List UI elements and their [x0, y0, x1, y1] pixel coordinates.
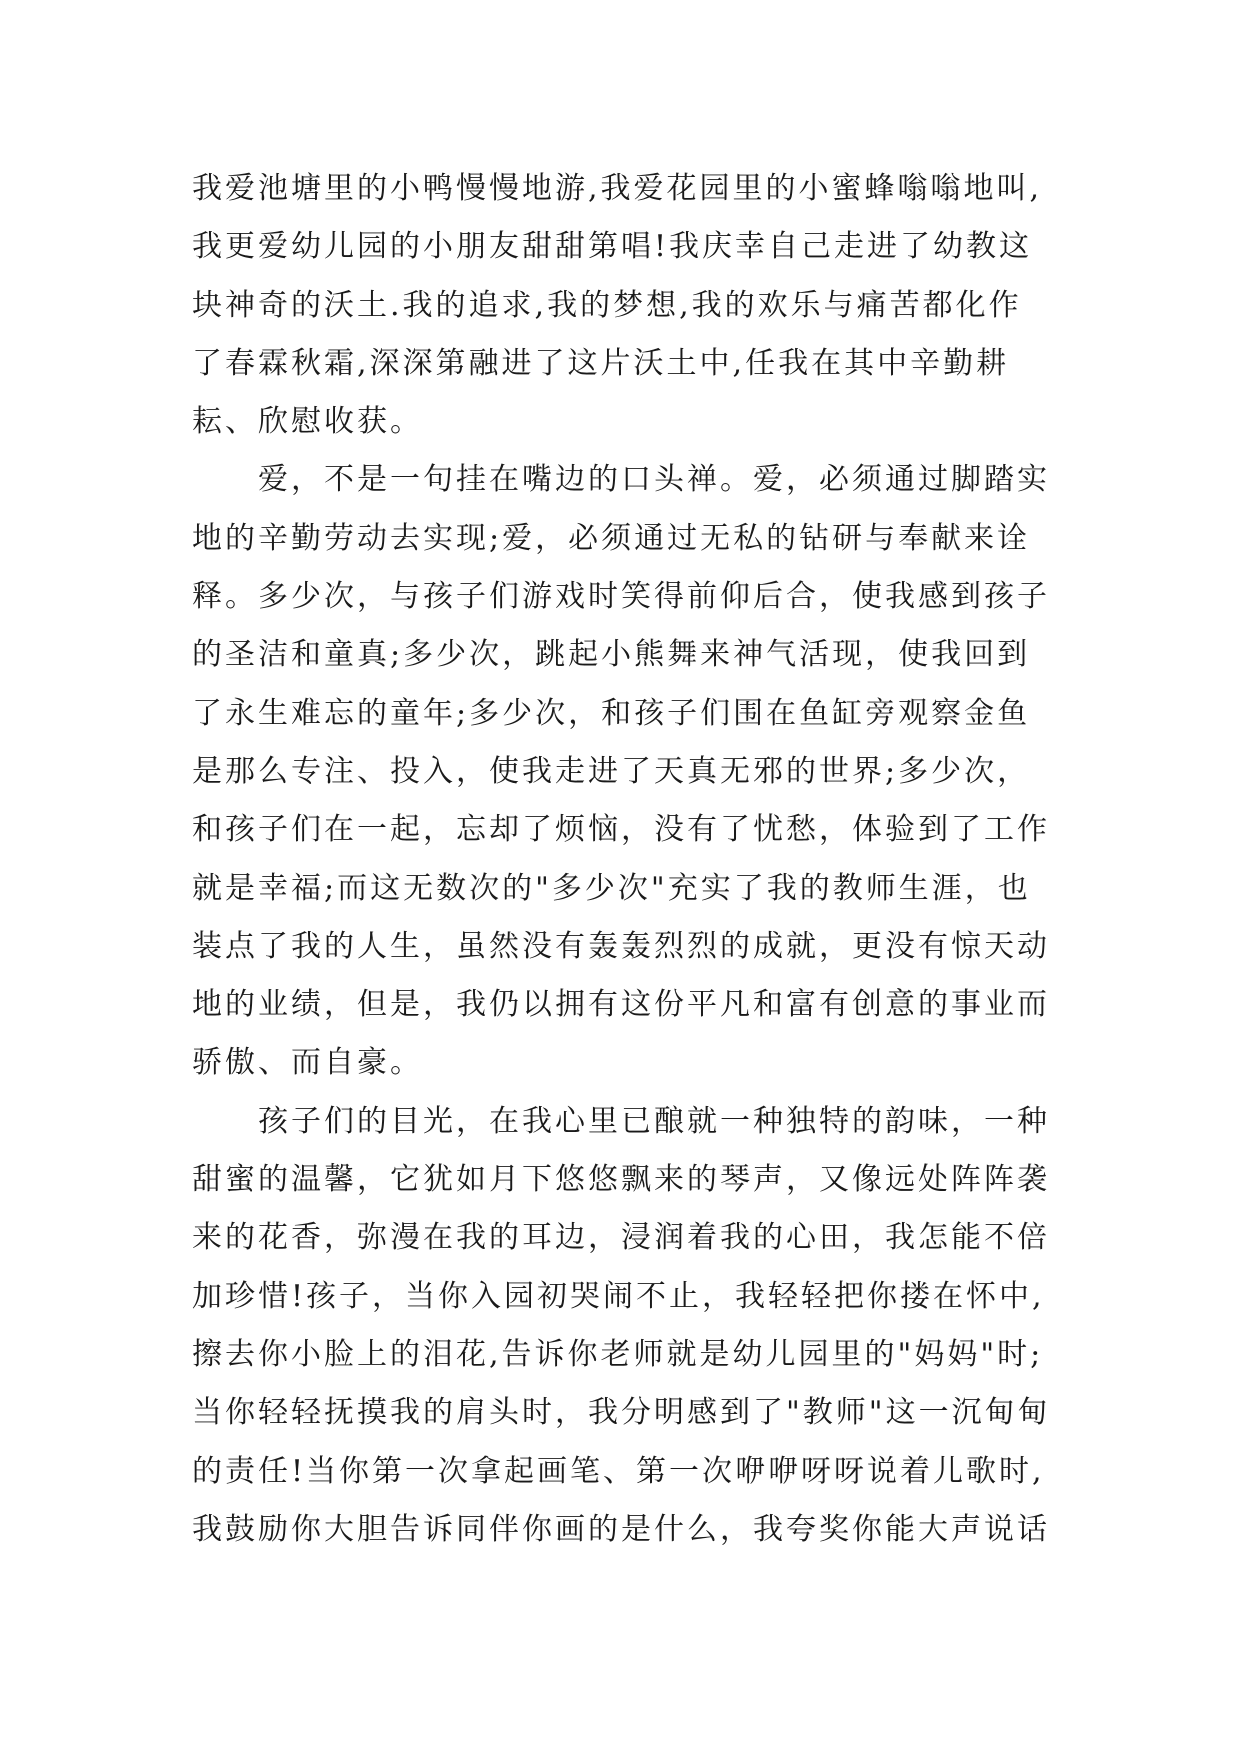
- text-line: 我爱池塘里的小鸭慢慢地游,我爱花园里的小蜜蜂嗡嗡地叫,: [192, 171, 1043, 206]
- text-line: 孩子们的目光，在我心里已酿就一种独特的韵味，一种: [192, 1103, 1050, 1139]
- text-line: 的圣洁和童真;多少次，跳起小熊舞来神气活现，使我回到: [192, 637, 1031, 673]
- text-line: 地的业绩，但是，我仍以拥有这份平凡和富有创意的事业而: [192, 987, 1050, 1023]
- text-line: 当你轻轻抚摸我的肩头时，我分明感到了"教师"这一沉甸甸: [192, 1395, 1051, 1431]
- text-line: 我更爱幼儿园的小朋友甜甜第唱!我庆幸自己走进了幼教这: [192, 229, 1033, 265]
- text-line: 地的辛勤劳动去实现;爱，必须通过无私的钻研与奉献来诠: [192, 520, 1031, 556]
- text-line: 加珍惜!孩子，当你入园初哭闹不止，我轻轻把你搂在怀中,: [192, 1278, 1045, 1314]
- text-line: 了春霖秋霜,深深第融进了这片沃土中,任我在其中辛勤耕: [192, 345, 1010, 381]
- text-line: 释。多少次，与孩子们游戏时笑得前仰后合，使我感到孩子: [192, 579, 1050, 615]
- text-line: 装点了我的人生，虽然没有轰轰烈烈的成就，更没有惊天动: [192, 928, 1050, 964]
- text-line: 骄傲、而自豪。: [192, 1045, 423, 1081]
- text-line: 块神奇的沃土.我的追求,我的梦想,我的欢乐与痛苦都化作: [192, 287, 1022, 323]
- text-line: 我鼓励你大胆告诉同伴你画的是什么，我夸奖你能大声说话: [192, 1511, 1050, 1547]
- text-line: 就是幸福;而这无数次的"多少次"充实了我的教师生涯，也: [192, 870, 1031, 906]
- body-text: [192, 160, 1062, 1559]
- text-line: 了永生难忘的童年;多少次，和孩子们围在鱼缸旁观察金鱼: [192, 695, 1031, 731]
- text-line: 甜蜜的温馨，它犹如月下悠悠飘来的琴声，又像远处阵阵袭: [192, 1162, 1050, 1198]
- text-line: 爱，不是一句挂在嘴边的口头禅。爱，必须通过脚踏实: [192, 462, 1050, 498]
- text-line: 擦去你小脸上的泪花,告诉你老师就是幼儿园里的"妈妈"时;: [192, 1336, 1044, 1372]
- text-line: 和孩子们在一起，忘却了烦恼，没有了忧愁，体验到了工作: [192, 812, 1050, 848]
- text-line: 耘、欣慰收获。: [192, 404, 423, 440]
- text-line: 的责任!当你第一次拿起画笔、第一次咿咿呀呀说着儿歌时,: [192, 1453, 1045, 1489]
- text-line: 来的花香，弥漫在我的耳边，浸润着我的心田，我怎能不倍: [192, 1220, 1050, 1256]
- text-line: 是那么专注、投入，使我走进了天真无邪的世界;多少次，: [192, 753, 1031, 789]
